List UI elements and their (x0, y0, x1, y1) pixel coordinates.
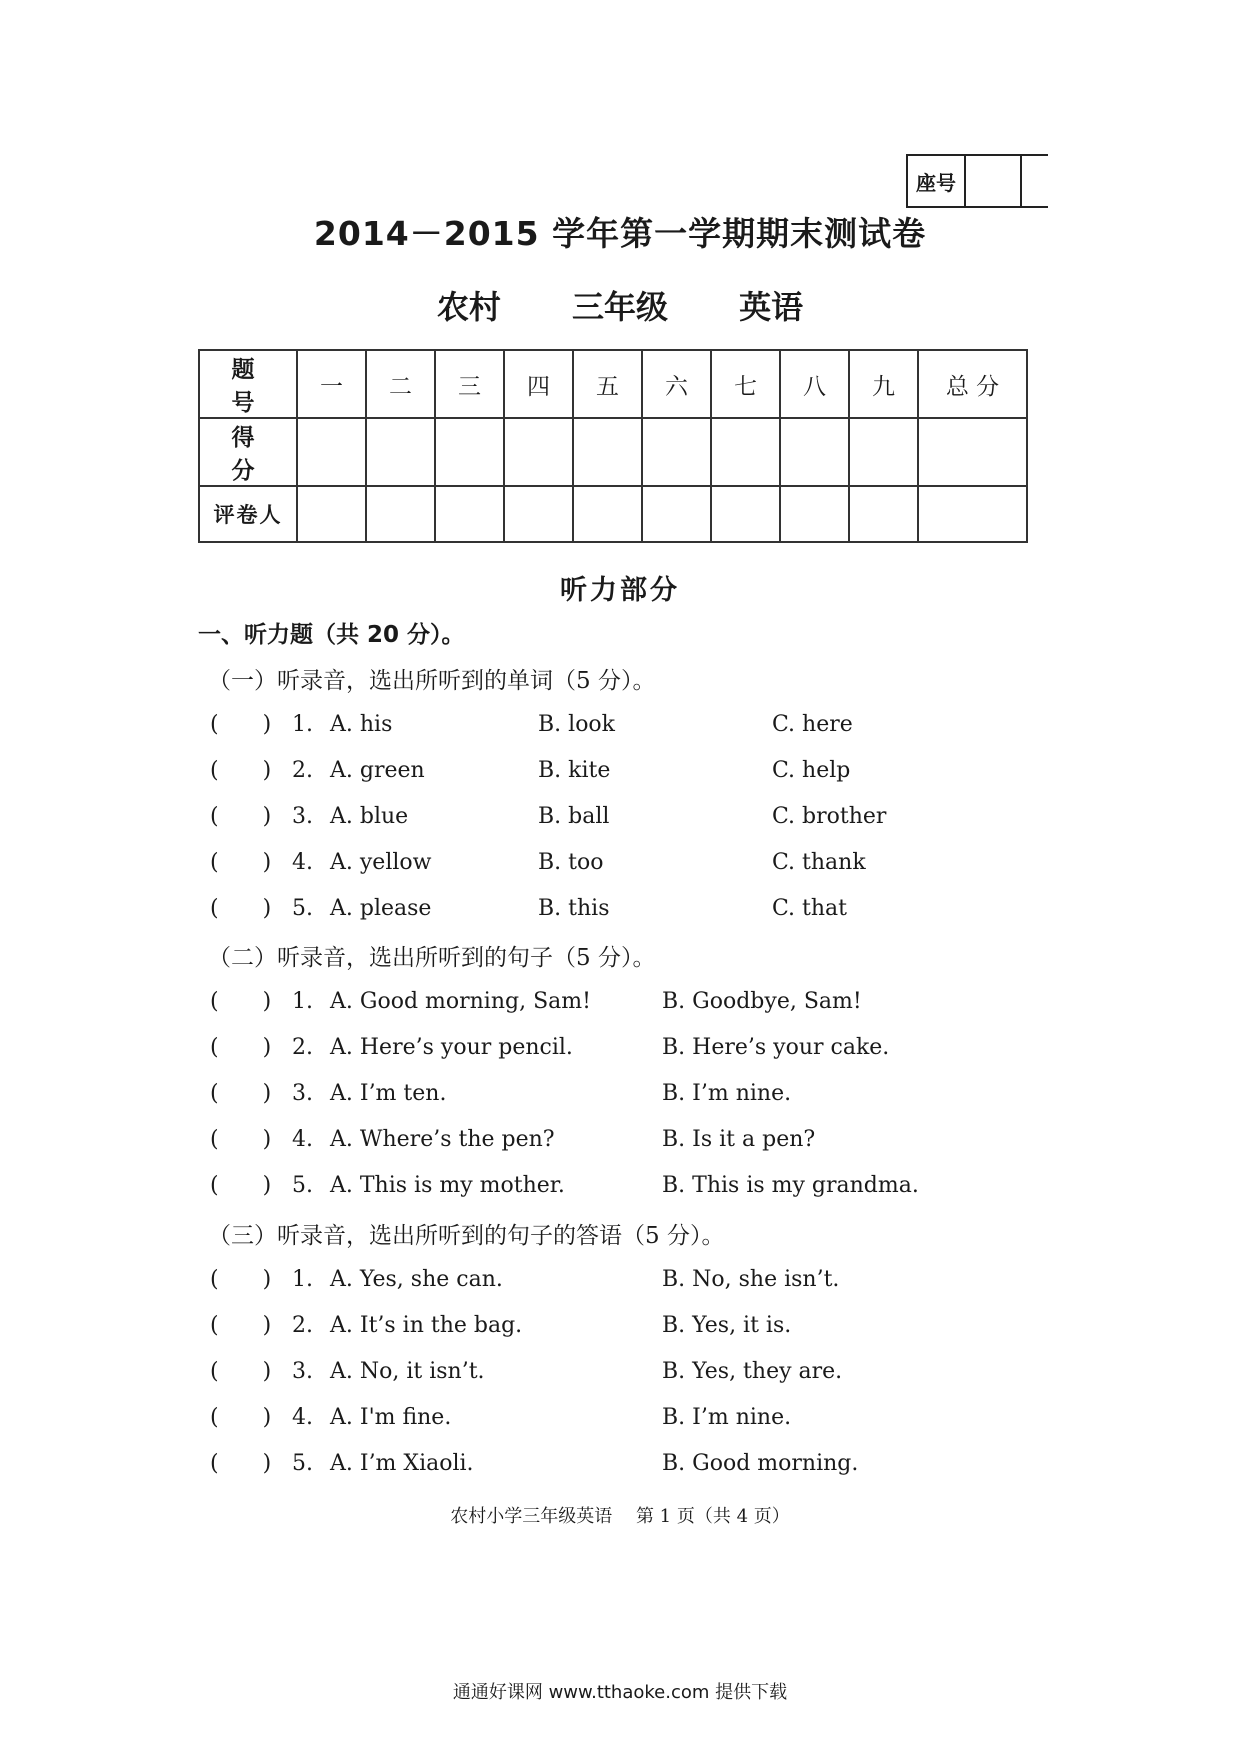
option-a[interactable]: A. I’m ten. (330, 1081, 447, 1106)
option-b[interactable]: B. Here’s your cake. (662, 1035, 890, 1060)
answer-blank[interactable]: ( ) (210, 712, 272, 737)
answer-blank[interactable]: ( ) (210, 1127, 272, 1152)
option-b[interactable]: B. I’m nine. (662, 1405, 792, 1430)
option-a[interactable]: A. This is my mother. (330, 1173, 565, 1198)
column-header: 二 (366, 350, 435, 418)
option-c[interactable]: C. here (772, 712, 853, 737)
score-cell[interactable] (573, 418, 642, 486)
part-title: 一、听力题（共 20 分）。 (198, 622, 465, 648)
column-header: 七 (711, 350, 780, 418)
grader-cell[interactable] (780, 486, 849, 542)
score-cell[interactable] (435, 418, 504, 486)
score-cell[interactable] (366, 418, 435, 486)
question-number: 5. (292, 1173, 313, 1198)
answer-blank[interactable]: ( ) (210, 1313, 272, 1338)
option-b[interactable]: B. this (538, 896, 610, 921)
grader-cell[interactable] (711, 486, 780, 542)
grader-cell[interactable] (435, 486, 504, 542)
score-cell-total[interactable] (918, 418, 1027, 486)
column-header: 五 (573, 350, 642, 418)
option-a[interactable]: A. I’m Xiaoli. (330, 1451, 474, 1476)
option-a[interactable]: A. It’s in the bag. (330, 1313, 523, 1338)
score-cell[interactable] (297, 418, 366, 486)
answer-blank[interactable]: ( ) (210, 804, 272, 829)
question-number: 1. (292, 989, 313, 1014)
grader-cell[interactable] (504, 486, 573, 542)
question-number: 2. (292, 1035, 313, 1060)
column-header: 八 (780, 350, 849, 418)
download-credit: 通通好课网 www.tthaoke.com 提供下载 (452, 1682, 788, 1703)
score-cell[interactable] (504, 418, 573, 486)
option-a[interactable]: A. please (330, 896, 432, 921)
option-c[interactable]: C. thank (772, 850, 866, 875)
option-b[interactable]: B. Goodbye, Sam! (662, 989, 862, 1014)
grader-cell[interactable] (573, 486, 642, 542)
answer-blank[interactable]: ( ) (210, 1359, 272, 1384)
option-a[interactable]: A. No, it isn’t. (330, 1359, 485, 1384)
grader-cell-total[interactable] (918, 486, 1027, 542)
question-number: 5. (292, 896, 313, 921)
answer-blank[interactable]: ( ) (210, 850, 272, 875)
grader-cell[interactable] (297, 486, 366, 542)
score-cell[interactable] (642, 418, 711, 486)
question-number: 4. (292, 850, 313, 875)
question-number: 2. (292, 1313, 313, 1338)
option-b[interactable]: B. Yes, they are. (662, 1359, 843, 1384)
answer-blank[interactable]: ( ) (210, 1035, 272, 1060)
answer-blank[interactable]: ( ) (210, 758, 272, 783)
answer-blank[interactable]: ( ) (210, 1451, 272, 1476)
subtitle-subject: 英语 (739, 288, 804, 326)
question-number: 5. (292, 1451, 313, 1476)
option-c[interactable]: C. help (772, 758, 851, 783)
question-number: 3. (292, 1359, 313, 1384)
option-b[interactable]: B. This is my grandma. (662, 1173, 919, 1198)
question-number: 2. (292, 758, 313, 783)
answer-blank[interactable]: ( ) (210, 1405, 272, 1430)
option-c[interactable]: C. that (772, 896, 848, 921)
option-a[interactable]: A. blue (330, 804, 409, 829)
option-a[interactable]: A. yellow (330, 850, 432, 875)
option-a[interactable]: A. Here’s your pencil. (330, 1035, 573, 1060)
question-number: 3. (292, 804, 313, 829)
seat-number-label: 座号 (908, 156, 966, 206)
subtitle-school-type: 农村 (436, 288, 501, 326)
column-header: 一 (297, 350, 366, 418)
answer-blank[interactable]: ( ) (210, 896, 272, 921)
score-table (198, 349, 1028, 543)
option-b[interactable]: B. No, she isn’t. (662, 1267, 840, 1292)
column-header: 六 (642, 350, 711, 418)
score-cell[interactable] (711, 418, 780, 486)
option-a[interactable]: A. Yes, she can. (330, 1267, 503, 1292)
option-b[interactable]: B. I’m nine. (662, 1081, 792, 1106)
score-cell[interactable] (849, 418, 918, 486)
option-b[interactable]: B. Is it a pen? (662, 1127, 816, 1152)
answer-blank[interactable]: ( ) (210, 1173, 272, 1198)
option-a[interactable]: A. his (330, 712, 393, 737)
row-label-score: 得 分 (199, 418, 297, 486)
answer-blank[interactable]: ( ) (210, 1267, 272, 1292)
option-b[interactable]: B. too (538, 850, 604, 875)
option-b[interactable]: B. Yes, it is. (662, 1313, 792, 1338)
page-footer: 农村小学三年级英语 第 1 页（共 4 页） (450, 1506, 790, 1527)
option-a[interactable]: A. Good morning, Sam! (330, 989, 591, 1014)
option-b[interactable]: B. Good morning. (662, 1451, 859, 1476)
row-label-grader: 评卷人 (199, 486, 297, 542)
column-header: 三 (435, 350, 504, 418)
option-a[interactable]: A. I'm fine. (330, 1405, 452, 1430)
option-b[interactable]: B. ball (538, 804, 610, 829)
option-a[interactable]: A. green (330, 758, 425, 783)
grader-cell[interactable] (366, 486, 435, 542)
grader-cell[interactable] (642, 486, 711, 542)
subtitle-grade: 三年级 (571, 288, 668, 326)
column-header: 九 (849, 350, 918, 418)
section-title: 听力部分 (560, 575, 680, 606)
sub-section-heading: （三）听录音，选出所听到的句子的答语（5 分）。 (208, 1223, 725, 1249)
question-number: 1. (292, 712, 313, 737)
exam-subtitle (0, 282, 1240, 328)
seat-number-cell (966, 156, 1022, 206)
question-number: 3. (292, 1081, 313, 1106)
column-header-total: 总 分 (918, 350, 1027, 418)
question-number: 4. (292, 1405, 313, 1430)
answer-blank[interactable]: ( ) (210, 1081, 272, 1106)
exam-title: 2014－2015 学年第一学期期末测试卷 (313, 214, 927, 253)
row-label-question-number: 题 号 (199, 350, 297, 418)
option-b[interactable]: B. kite (538, 758, 611, 783)
question-number: 4. (292, 1127, 313, 1152)
score-cell[interactable] (780, 418, 849, 486)
grader-cell[interactable] (849, 486, 918, 542)
question-number: 1. (292, 1267, 313, 1292)
column-header: 四 (504, 350, 573, 418)
seat-number-box (906, 154, 1048, 208)
option-a[interactable]: A. Where’s the pen? (330, 1127, 555, 1152)
option-b[interactable]: B. look (538, 712, 616, 737)
sub-section-heading: （二）听录音，选出所听到的句子（5 分）。 (208, 945, 656, 971)
option-c[interactable]: C. brother (772, 804, 887, 829)
sub-section-heading: （一）听录音，选出所听到的单词（5 分）。 (208, 668, 656, 694)
answer-blank[interactable]: ( ) (210, 989, 272, 1014)
seat-number-cell (1022, 156, 1048, 206)
